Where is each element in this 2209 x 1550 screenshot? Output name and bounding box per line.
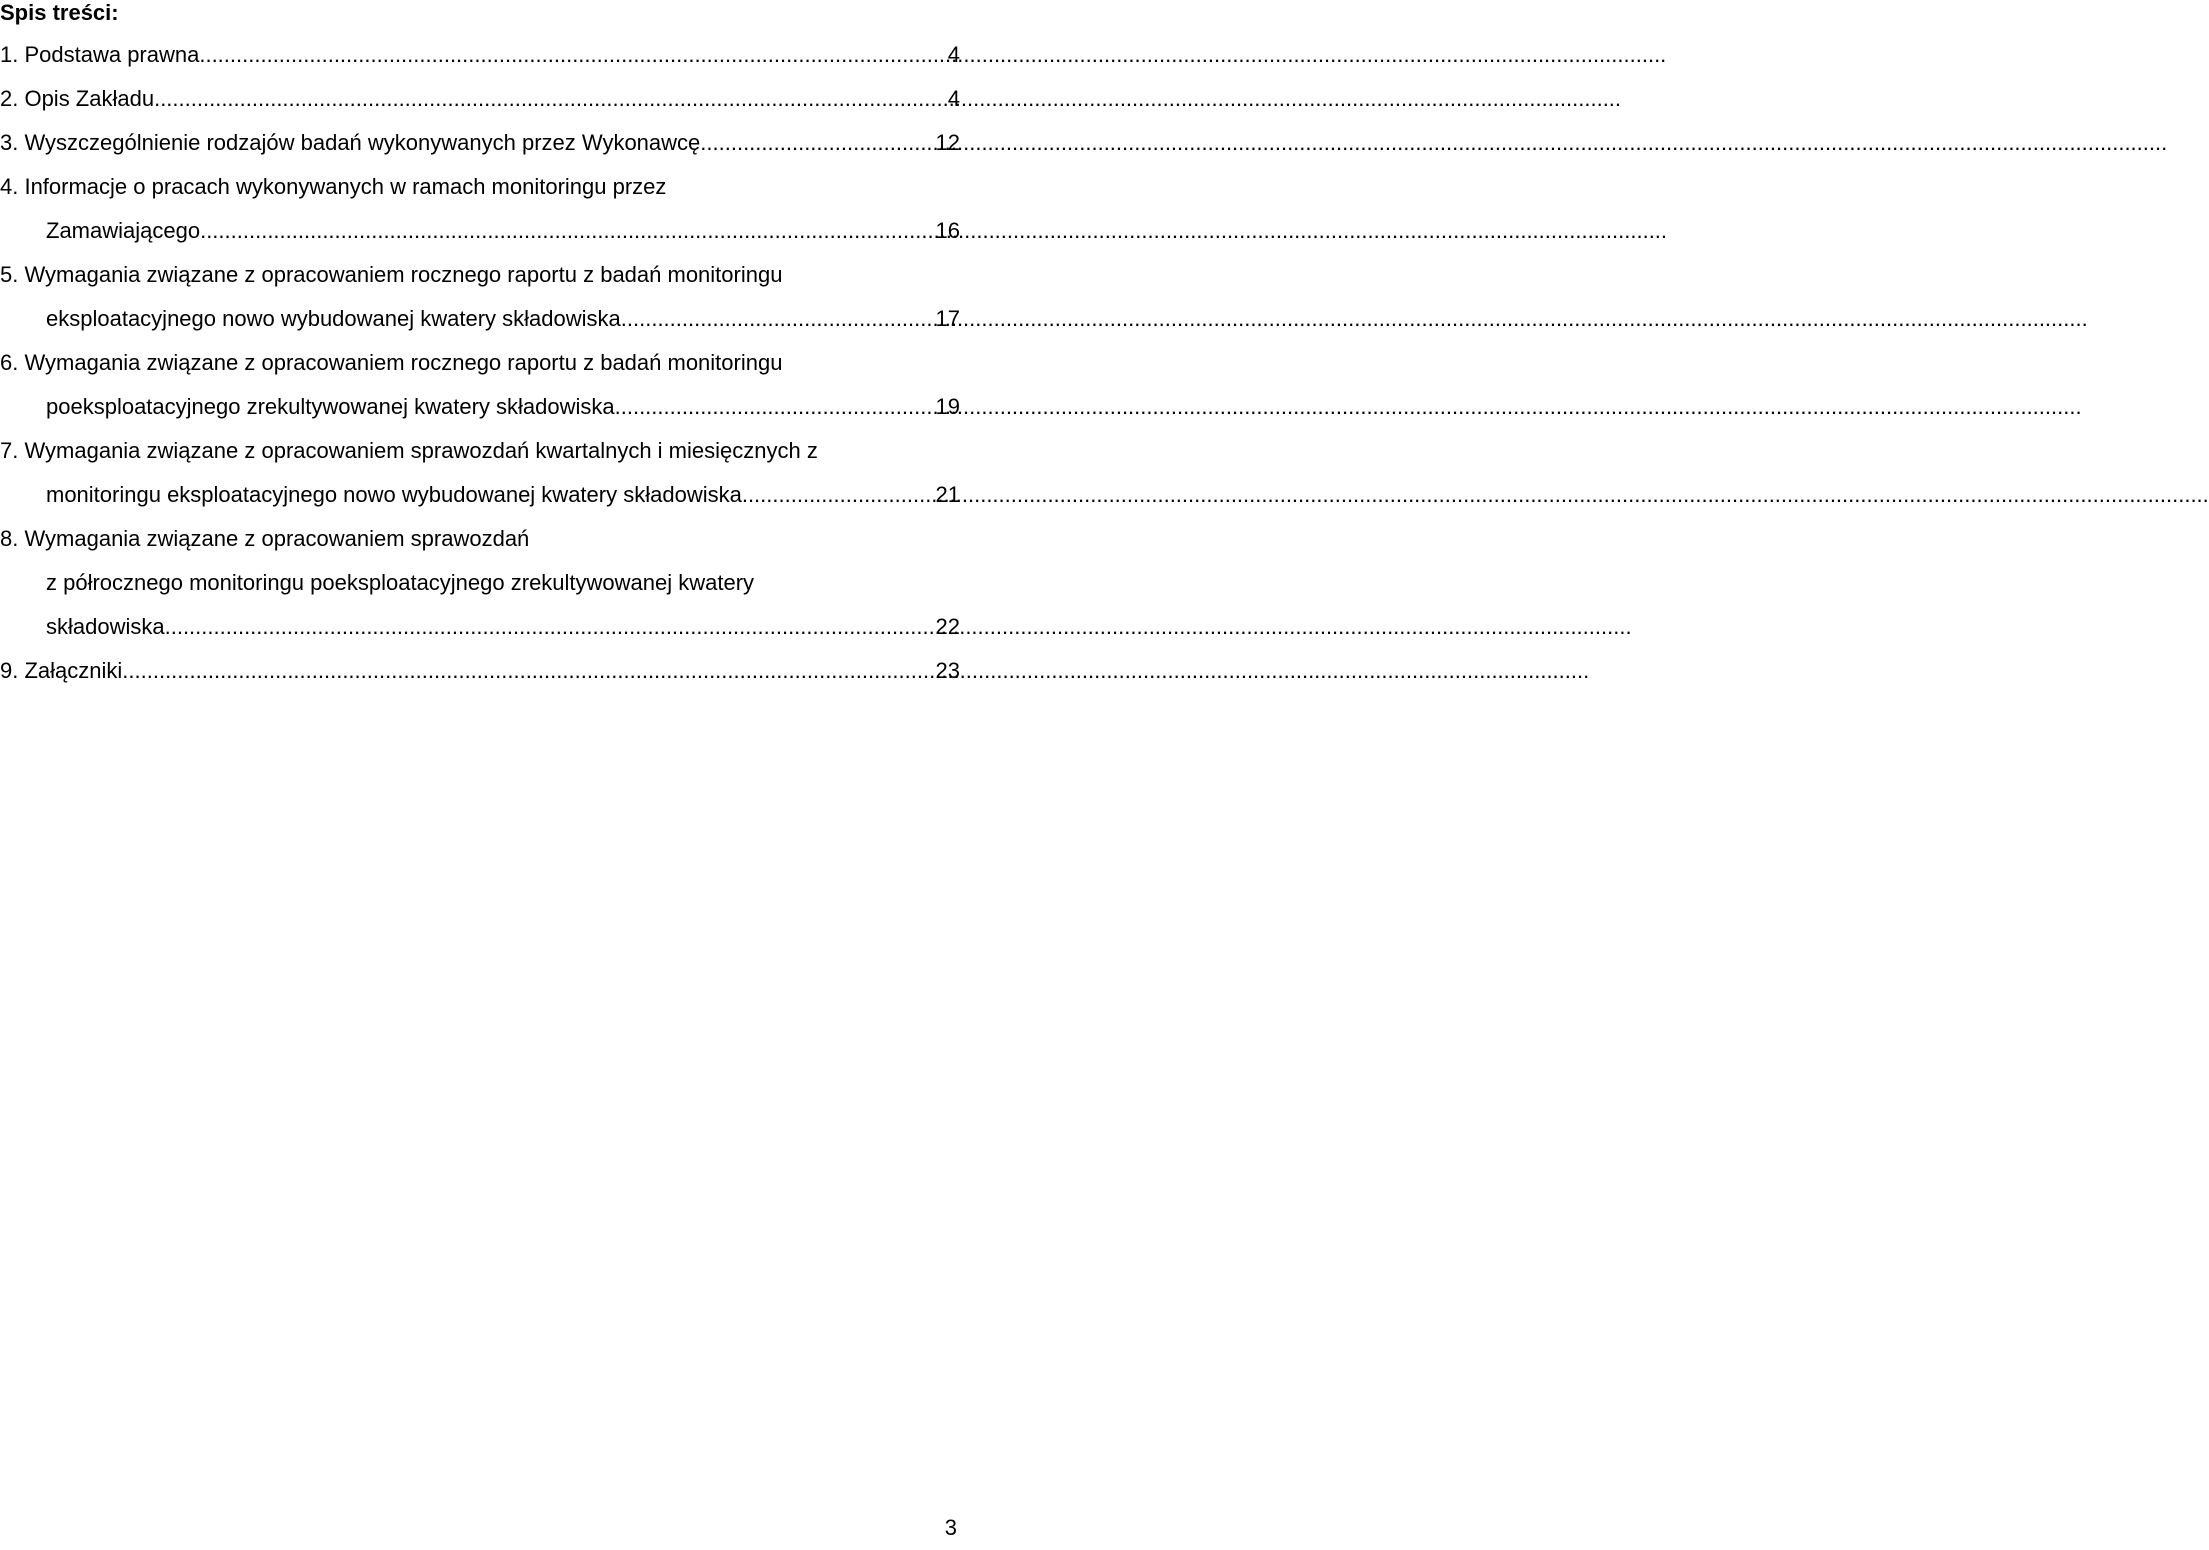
toc-entry[interactable] [0,77,960,121]
toc-entry-text: 6. Wymagania związane z opracowaniem rocznego raportu z badań monitoringu [0,350,783,375]
toc-dot-leader [742,473,936,517]
toc-page-number: 23 [935,658,960,683]
toc-dot-leader [700,121,935,165]
toc-entry-text: 9. Załączniki [0,658,123,683]
toc-entry[interactable] [0,429,960,517]
toc-page-number: 16 [935,218,960,243]
toc-dot-leader [154,77,948,121]
toc-entry-text: 7. Wymagania związane z opracowaniem sprawozdań kwartalnych i miesięcznych z [0,438,818,463]
toc-entry-line [0,429,960,473]
toc-entry[interactable] [0,121,960,165]
toc-entry[interactable] [0,649,960,693]
toc-entry-line [0,341,960,385]
toc-entry-text: 3. Wyszczególnienie rodzajów badań wykonywanych przez Wykonawcę [0,130,701,155]
toc-entry-line [0,77,960,121]
table-of-contents [0,33,960,693]
toc-entry-line [0,253,960,297]
toc-dot-leader [615,385,936,429]
toc-entry-text: składowiska [46,614,165,639]
toc-dot-leader [621,297,936,341]
document-page [0,0,960,1550]
toc-title: Spis treści: [0,0,119,25]
toc-entry-text: Zamawiającego [46,218,201,243]
toc-entry-line [0,33,960,77]
toc-entry-continuation-line [0,561,960,605]
toc-entry-text: 8. Wymagania związane z opracowaniem sprawozdań [0,526,530,551]
toc-entry-continuation-line [0,605,960,649]
toc-page-number: 17 [935,306,960,331]
toc-entry-text: 4. Informacje o pracach wykonywanych w ramach monitoringu przez [0,174,667,199]
toc-entry-continuation-line [0,209,960,253]
toc-page-number: 12 [935,130,960,155]
toc-entry-line [0,517,960,561]
toc-entry-text: 2. Opis Zakładu [0,86,155,111]
toc-entry-text: 5. Wymagania związane z opracowaniem rocznego raportu z badań monitoringu [0,262,783,287]
toc-entry-text: monitoringu eksploatacyjnego nowo wybudowanej kwatery składowiska [46,482,742,507]
page-number: 3 [944,1515,957,1540]
toc-page-number: 19 [935,394,960,419]
toc-entry-text: eksploatacyjnego nowo wybudowanej kwatery składowiska [46,306,621,331]
toc-entry[interactable] [0,517,960,649]
toc-dot-leader [122,649,935,693]
toc-entry-line [0,165,960,209]
toc-page-number: 22 [935,614,960,639]
toc-page-number: 21 [935,482,960,507]
toc-entry[interactable] [0,165,960,253]
toc-page-number: 4 [947,42,960,67]
toc-entry[interactable] [0,341,960,429]
toc-dot-leader [165,605,936,649]
toc-entry-text: 1. Podstawa prawna [0,42,200,67]
toc-entry-continuation-line [0,297,960,341]
toc-entry-line [0,649,960,693]
toc-entry-text: poeksploatacyjnego zrekultywowanej kwatery składowiska [46,394,615,419]
toc-page-number: 4 [947,86,960,111]
toc-entry[interactable] [0,33,960,77]
toc-entry-continuation-line [0,385,960,429]
toc-entry-continuation-line [0,473,960,517]
toc-entry-text: z półrocznego monitoringu poeksploatacyjnego zrekultywowanej kwatery [46,570,755,595]
toc-dot-leader [199,33,947,77]
toc-entry-line [0,121,960,165]
toc-dot-leader [200,209,935,253]
toc-entry[interactable] [0,253,960,341]
